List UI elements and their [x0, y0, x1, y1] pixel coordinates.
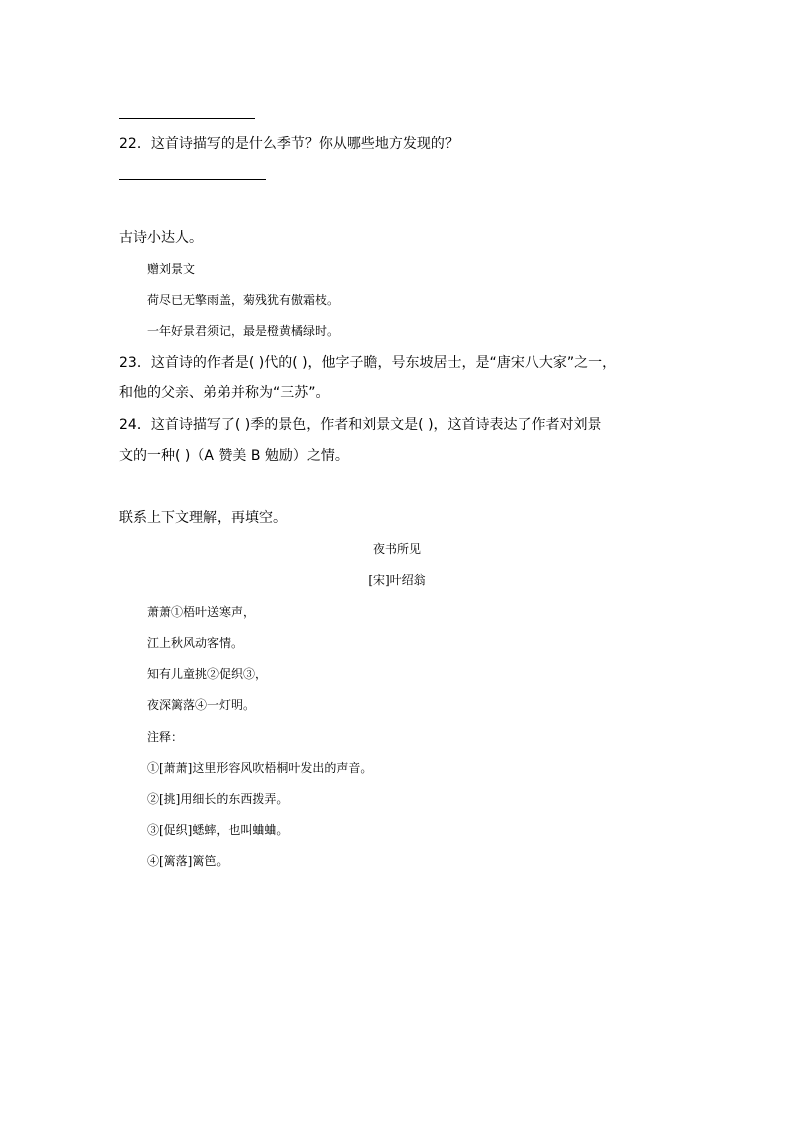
note-item: ④[篱落]篱笆。 [147, 854, 229, 868]
answer-line-22 [119, 179, 266, 180]
question-23-line-1: 23．这首诗的作者是( )代的( )，他字子瞻，号东坡居士，是“唐宋八大家”之一， [119, 355, 617, 371]
note-item: ①[萧萧]这里形容风吹梧桐叶发出的声音。 [147, 761, 373, 775]
question-23-line-2: 和他的父亲、弟弟并称为“三苏”。 [119, 385, 330, 401]
answer-line-21 [119, 118, 255, 119]
section-heading-context-fill: 联系上下文理解，再填空。 [119, 510, 287, 526]
poem-line: 萧萧①梧叶送寒声， [147, 605, 256, 619]
question-22: 22．这首诗描写的是什么季节？你从哪些地方发现的？ [119, 136, 459, 152]
poem-line: 一年好景君须记，最是橙黄橘绿时。 [147, 324, 340, 338]
poem-title-zeng-liu-jingwen: 赠刘景文 [147, 262, 196, 276]
poem-line: 荷尽已无擎雨盖，菊残犹有傲霜枝。 [147, 293, 340, 307]
note-item: ②[挑]用细长的东西拨弄。 [147, 792, 289, 806]
poem-author: [宋]叶绍翁 [368, 573, 426, 587]
poem-line: 江上秋风动客情。 [147, 636, 244, 650]
poem-line: 知有儿童挑②促织③， [147, 667, 268, 681]
note-item: ③[促织]蟋蟀，也叫蛐蛐。 [147, 823, 289, 837]
poem-title-ye-shu-suo-jian: 夜书所见 [372, 542, 421, 556]
question-24-line-2: 文的一种( )（A 赞美 B 勉励）之情。 [119, 448, 349, 464]
poem-line: 夜深篱落④一灯明。 [147, 698, 256, 712]
section-heading-classical-poetry: 古诗小达人。 [119, 230, 203, 246]
question-24-line-1: 24．这首诗描写了( )季的景色，作者和刘景文是( )，这首诗表达了作者对刘景 [119, 417, 602, 433]
notes-label: 注释： [147, 730, 184, 744]
